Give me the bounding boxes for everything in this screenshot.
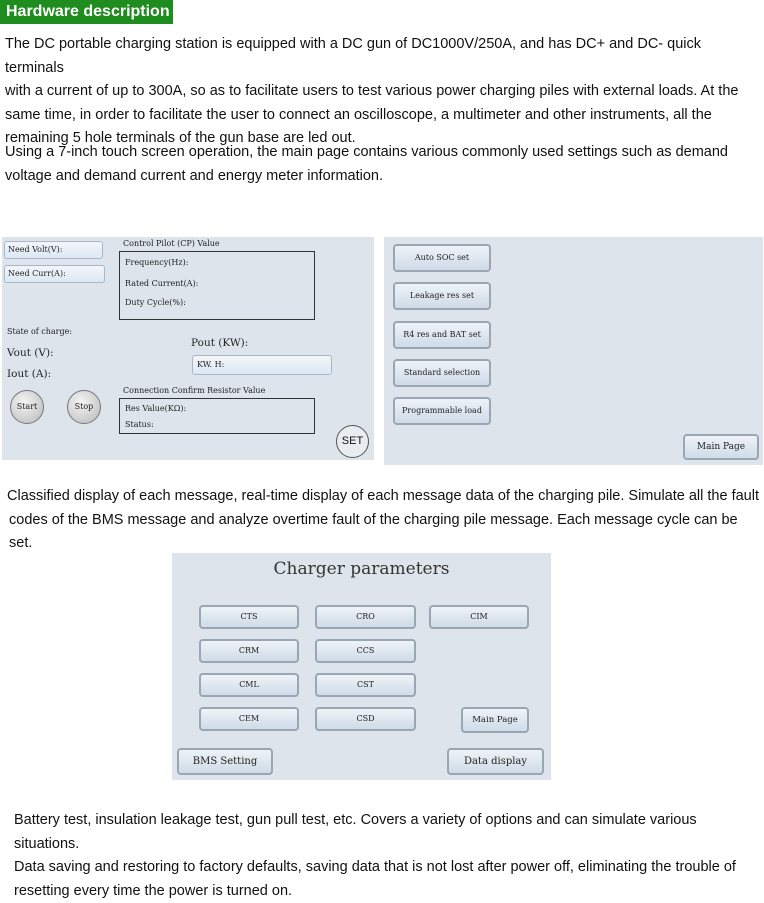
ccs-button[interactable]: CCS (315, 639, 416, 663)
frequency-label: Frequency(Hz): (125, 258, 188, 267)
stop-button[interactable]: Stop (67, 390, 101, 424)
cem-button[interactable]: CEM (199, 707, 299, 731)
main-page-button[interactable]: Main Page (461, 707, 529, 733)
kwh-field: KW. H: (192, 355, 332, 375)
main-page-screenshot (2, 237, 374, 460)
need-volt-field: Need Volt(V): (4, 241, 103, 259)
rated-current-label: Rated Current(A): (125, 279, 198, 288)
intro-paragraph (5, 33, 761, 151)
touchscreen-paragraph (5, 141, 761, 188)
cc-value-box (119, 398, 315, 434)
start-button[interactable]: Start (10, 390, 44, 424)
charger-title: Charger parameters (172, 559, 551, 579)
text-line: Battery test, insulation leakage test, gun pull test, etc. Covers a variety of options and can simulate various situations. (14, 809, 762, 856)
duty-cycle-label: Duty Cycle(%): (125, 298, 186, 307)
text-line: remaining 5 hole terminals of the gun base are led out. (5, 127, 761, 151)
settings-page-screenshot (384, 237, 763, 465)
message-paragraph (7, 485, 763, 556)
leakage-res-set-button[interactable]: Leakage res set (393, 282, 491, 310)
set-button[interactable]: SET (336, 425, 369, 458)
main-page-button[interactable]: Main Page (683, 434, 759, 460)
bms-setting-button[interactable]: BMS Setting (177, 748, 273, 775)
cml-button[interactable]: CML (199, 673, 299, 697)
programmable-load-button[interactable]: Programmable load (393, 397, 491, 425)
text-line: with a current of up to 300A, so as to facilitate users to test various power charging piles with external loads. At the (5, 80, 761, 104)
cc-title: Connection Confirm Resistor Value (123, 386, 265, 395)
pout-label: Pout (KW): (191, 337, 248, 349)
auto-soc-set-button[interactable]: Auto SOC set (393, 244, 491, 272)
vout-label: Vout (V): (7, 347, 54, 359)
csd-button[interactable]: CSD (315, 707, 416, 731)
text-line: same time, in order to facilitate the user to connect an oscilloscope, a multimeter and other instruments, all the (5, 104, 761, 128)
text-line: Classified display of each message, real-time display of each message data of the charging pile. Simulate all the fault (7, 485, 763, 509)
need-curr-field: Need Curr(A): (4, 265, 105, 283)
text-line: codes of the BMS message and analyze overtime fault of the charging pile message. Each message cycle can be set. (7, 509, 763, 556)
cp-title: Control Pilot (CP) Value (123, 239, 220, 248)
cro-button[interactable]: CRO (315, 605, 416, 629)
text-line: The DC portable charging station is equipped with a DC gun of DC1000V/250A, and has DC+ and DC- quick terminals (5, 33, 761, 80)
cts-button[interactable]: CTS (199, 605, 299, 629)
crm-button[interactable]: CRM (199, 639, 299, 663)
res-value-label: Res Value(KΩ): (125, 404, 186, 413)
r4-res-bat-set-button[interactable]: R4 res and BAT set (393, 321, 491, 349)
cp-value-box (119, 251, 315, 320)
section-title: Hardware description (0, 0, 173, 24)
state-of-charge-label: State of charge: (7, 327, 72, 336)
text-line: resetting every time the power is turned on. (14, 880, 762, 903)
cim-button[interactable]: CIM (429, 605, 529, 629)
iout-label: Iout (A): (7, 368, 51, 380)
cst-button[interactable]: CST (315, 673, 416, 697)
data-display-button[interactable]: Data display (447, 748, 544, 775)
standard-selection-button[interactable]: Standard selection (393, 359, 491, 387)
text-line: Using a 7-inch touch screen operation, the main page contains various commonly used settings such as demand (5, 141, 761, 165)
status-label: Status: (125, 420, 154, 429)
charger-parameters-screenshot (172, 553, 551, 780)
text-line: Data saving and restoring to factory defaults, saving data that is not lost after power off, eliminating the trouble of (14, 856, 762, 880)
text-line: voltage and demand current and energy meter information. (5, 165, 761, 189)
